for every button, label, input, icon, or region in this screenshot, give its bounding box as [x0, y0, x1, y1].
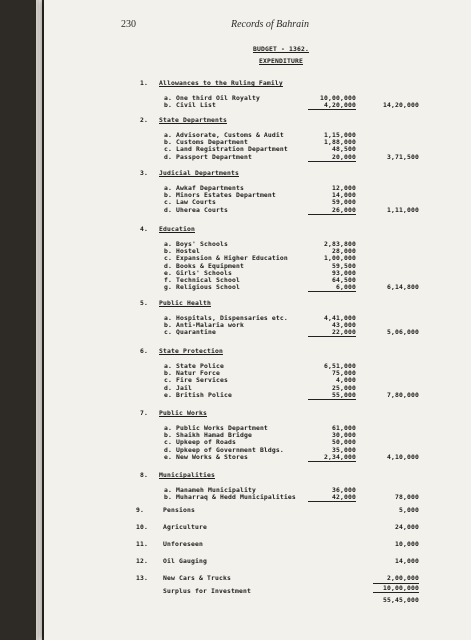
line-item-amount: 4,000: [336, 376, 356, 385]
section-title: State Protection: [159, 347, 223, 355]
page-number: 230: [121, 19, 136, 30]
line-item-label: a. Boys' Schools: [164, 240, 228, 248]
line-item-amount: 4,41,000: [324, 314, 356, 322]
section-number: 7.: [140, 409, 148, 417]
surplus-label: Surplus for Investment: [163, 587, 251, 595]
budget-title: BUDGET - 1362.: [253, 45, 309, 53]
section-total: 6,14,800: [387, 283, 419, 292]
item-number: 11.: [136, 540, 148, 548]
item-label: Agriculture: [163, 523, 207, 531]
line-item-amount: 50,000: [332, 438, 356, 447]
line-item-amount: 55,000: [332, 390, 356, 399]
item-label: Pensions: [163, 506, 195, 514]
line-item-label: b. Shaikh Hamad Bridge: [164, 431, 252, 440]
line-item-label: b. Customs Department: [164, 138, 248, 147]
total-rule: [308, 109, 356, 110]
section-number: 2.: [140, 116, 148, 124]
section-number: 4.: [140, 225, 148, 233]
section-total: 5,06,000: [387, 328, 419, 337]
section-total: 14,20,000: [383, 101, 419, 110]
section-title: Municipalities: [159, 471, 215, 479]
line-item-amount: 4,20,000: [324, 101, 356, 110]
section-title: State Departments: [159, 116, 227, 124]
running-title: Records of Bahrain: [231, 19, 309, 30]
line-item-label: a. One third Oil Royalty: [164, 94, 260, 102]
section-number: 8.: [140, 471, 148, 479]
item-number: 9.: [136, 506, 144, 514]
item-amount: 10,000: [395, 540, 419, 548]
line-item-label: d. Upkeep of Government Bldgs.: [164, 445, 284, 454]
line-item-label: c. Expansion & Higher Education: [164, 254, 288, 263]
line-item-label: c. Land Registration Department: [164, 145, 288, 154]
line-item-label: c. Fire Services: [164, 376, 228, 385]
section-number: 1.: [140, 79, 148, 87]
line-item-label: d. Passport Department: [164, 152, 252, 161]
section-title: Education: [159, 225, 195, 233]
line-item-amount: 1,88,000: [324, 138, 356, 147]
line-item-amount: 6,000: [336, 283, 356, 292]
total-rule: [308, 399, 356, 400]
line-item-label: b. Muharraq & Hedd Municipalities: [164, 493, 296, 502]
line-item-label: c. Law Courts: [164, 198, 216, 207]
line-item-label: a. Hospitals, Dispensaries etc.: [164, 314, 288, 322]
line-item-label: a. State Police: [164, 362, 224, 370]
line-item-amount: 64,500: [332, 276, 356, 284]
line-item-amount: 61,000: [332, 424, 356, 432]
line-item-label: e. British Police: [164, 390, 232, 399]
item-number: 10.: [136, 523, 148, 531]
item-number: 13.: [136, 574, 148, 582]
line-item-amount: 10,00,000: [320, 94, 356, 102]
line-item-amount: 48,500: [332, 145, 356, 154]
line-item-label: e. Girls' Schools: [164, 268, 232, 277]
line-item-amount: 20,000: [332, 152, 356, 161]
line-item-amount: 43,000: [332, 321, 356, 330]
line-item-amount: 2,83,800: [324, 240, 356, 248]
line-item-amount: 35,000: [332, 445, 356, 454]
line-item-amount: 2,34,000: [324, 452, 356, 461]
line-item-label: a. Public Works Department: [164, 424, 268, 432]
grand-total: 55,45,000: [383, 596, 419, 604]
line-item-amount: 1,15,000: [324, 131, 356, 139]
total-rule: [373, 592, 419, 593]
line-item-label: b. Minors Estates Department: [164, 191, 276, 200]
section-total: 4,10,000: [387, 452, 419, 461]
line-item-label: b. Hostel: [164, 247, 200, 256]
total-rule: [308, 291, 356, 292]
line-item-amount: 12,000: [332, 184, 356, 192]
surplus-amount: 10,00,000: [383, 584, 419, 592]
line-item-amount: 26,000: [332, 205, 356, 214]
line-item-amount: 28,000: [332, 247, 356, 256]
line-item-label: e. New Works & Stores: [164, 452, 248, 461]
line-item-amount: 59,500: [332, 261, 356, 270]
line-item-label: g. Religious School: [164, 283, 240, 292]
line-item-amount: 6,51,000: [324, 362, 356, 370]
line-item-amount: 25,000: [332, 383, 356, 392]
section-title: Allowances to the Ruling Family: [159, 79, 283, 87]
line-item-label: c. Quarantine: [164, 328, 216, 337]
item-label: Unforeseen: [163, 540, 203, 548]
total-rule: [308, 336, 356, 337]
section-number: 3.: [140, 169, 148, 177]
item-amount: 2,00,000: [387, 574, 419, 582]
section-number: 6.: [140, 347, 148, 355]
total-rule: [308, 161, 356, 162]
item-amount: 24,000: [395, 523, 419, 531]
line-item-amount: 36,000: [332, 486, 356, 494]
line-item-amount: 75,000: [332, 369, 356, 378]
item-label: Oil Gauging: [163, 557, 207, 565]
section-title: Judicial Departments: [159, 169, 239, 177]
item-amount: 5,000: [399, 506, 419, 514]
line-item-label: d. Books & Equipment: [164, 261, 244, 270]
line-item-amount: 1,00,000: [324, 254, 356, 263]
line-item-label: b. Anti-Malaria work: [164, 321, 244, 330]
section-number: 5.: [140, 299, 148, 307]
budget-subtitle: EXPENDITURE: [259, 57, 303, 65]
section-title: Public Health: [159, 299, 211, 307]
item-amount: 14,000: [395, 557, 419, 565]
line-item-label: c. Upkeep of Roads: [164, 438, 236, 447]
line-item-label: f. Technical School: [164, 276, 240, 284]
line-item-amount: 14,000: [332, 191, 356, 200]
section-total: 7,80,000: [387, 390, 419, 399]
line-item-label: a. Awkaf Departments: [164, 184, 244, 192]
line-item-label: a. Manameh Municipality: [164, 486, 256, 494]
item-label: New Cars & Trucks: [163, 574, 231, 582]
total-rule: [308, 501, 356, 502]
line-item-amount: 22,000: [332, 328, 356, 337]
line-item-amount: 42,000: [332, 493, 356, 502]
line-item-amount: 59,000: [332, 198, 356, 207]
line-item-amount: 30,000: [332, 431, 356, 440]
section-total: 78,000: [395, 493, 419, 502]
section-total: 3,71,500: [387, 152, 419, 161]
line-item-label: b. Civil List: [164, 101, 216, 110]
line-item-label: d. Uherea Courts: [164, 205, 228, 214]
line-item-label: d. Jail: [164, 383, 192, 392]
total-rule: [308, 461, 356, 462]
section-title: Public Works: [159, 409, 207, 417]
total-rule: [308, 214, 356, 215]
line-item-label: a. Advisorate, Customs & Audit: [164, 131, 284, 139]
line-item-label: b. Natur Force: [164, 369, 220, 378]
line-item-amount: 93,000: [332, 268, 356, 277]
section-total: 1,11,000: [387, 205, 419, 214]
item-number: 12.: [136, 557, 148, 565]
